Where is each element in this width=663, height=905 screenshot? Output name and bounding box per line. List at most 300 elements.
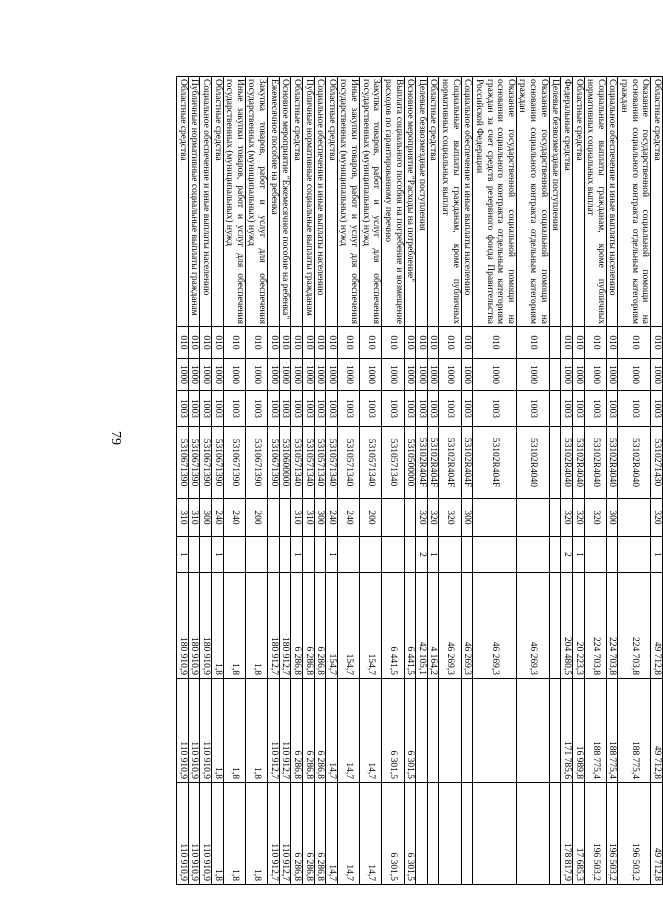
table-row: [473, 77, 517, 885]
cell-ministry-code: 010: [314, 327, 326, 359]
cell-source-code: [382, 537, 404, 573]
cell-section-code: 1000: [516, 359, 549, 391]
cell-source-code: [618, 537, 651, 573]
cell-target-article: 5310571340: [382, 427, 404, 499]
cell-name: Публичные нормативные социальные выплаты гражданам: [188, 77, 200, 327]
cell-year1-amount: 6 286,8: [291, 573, 303, 679]
cell-source-code: [439, 537, 461, 573]
cell-year2-amount: [416, 679, 428, 783]
cell-year3-amount: [427, 783, 439, 885]
cell-source-code: [303, 537, 315, 573]
cell-subsection-code: 1003: [651, 391, 663, 427]
cell-year2-amount: [439, 679, 461, 783]
cell-expense-type: 320: [584, 499, 606, 537]
cell-year1-amount: 224 703,8: [618, 573, 651, 679]
cell-section-code: 1000: [337, 359, 359, 391]
cell-year2-amount: [473, 679, 517, 783]
cell-year3-amount: 196 503,2: [618, 783, 651, 885]
table-row: [326, 77, 338, 885]
cell-section-code: 1000: [303, 359, 315, 391]
cell-section-code: 1000: [427, 359, 439, 391]
cell-name: Областные средства: [427, 77, 439, 327]
cell-year2-amount: 14,7: [360, 679, 382, 783]
cell-ministry-code: 010: [188, 327, 200, 359]
cell-ministry-code: 010: [473, 327, 517, 359]
table-row: [337, 77, 359, 885]
cell-year3-amount: 110 910,9: [188, 783, 200, 885]
table-row: [606, 77, 618, 885]
table-row: [516, 77, 549, 885]
cell-ministry-code: 010: [279, 327, 291, 359]
cell-name: Закупка товаров, работ и услуг для обеспечения государственных (муниципальных) нужд: [360, 77, 382, 327]
cell-section-code: 1000: [561, 359, 573, 391]
cell-name: Оказание государственной социальной помощи на основании социального контракта отдельным категориям граждан за счет средств резервного фонда Правительства Российской Федерации: [473, 77, 517, 327]
cell-name: Иные закупки товаров, работ и услуг для обеспечения государственных (муниципальных) нужд: [223, 77, 245, 327]
cell-year2-amount: 188 775,4: [584, 679, 606, 783]
cell-source-code: 2: [416, 537, 428, 573]
cell-section-code: 1000: [404, 359, 416, 391]
cell-target-article: [549, 427, 561, 499]
cell-section-code: 1000: [416, 359, 428, 391]
cell-ministry-code: 010: [516, 327, 549, 359]
cell-subsection-code: 1003: [561, 391, 573, 427]
cell-section-code: 1000: [618, 359, 651, 391]
cell-section-code: [549, 359, 561, 391]
cell-year3-amount: 6 301,5: [382, 783, 404, 885]
cell-source-code: 1: [177, 537, 189, 573]
cell-expense-type: 240: [212, 499, 224, 537]
cell-section-code: 1000: [223, 359, 245, 391]
cell-year1-amount: 180 912,7: [279, 573, 291, 679]
cell-subsection-code: 1003: [461, 391, 473, 427]
cell-subsection-code: 1003: [291, 391, 303, 427]
cell-ministry-code: 010: [303, 327, 315, 359]
cell-year2-amount: 1,8: [223, 679, 245, 783]
cell-ministry-code: 010: [461, 327, 473, 359]
cell-year2-amount: 171 785,6: [561, 679, 573, 783]
cell-expense-type: 300: [461, 499, 473, 537]
cell-target-article: 53102R4040: [584, 427, 606, 499]
cell-subsection-code: 1003: [404, 391, 416, 427]
cell-year3-amount: 17 685,3: [573, 783, 585, 885]
cell-subsection-code: 1003: [337, 391, 359, 427]
table-row: [651, 77, 663, 885]
cell-year2-amount: 110 910,9: [200, 679, 212, 783]
cell-ministry-code: 010: [651, 327, 663, 359]
cell-subsection-code: 1003: [279, 391, 291, 427]
cell-subsection-code: 1003: [573, 391, 585, 427]
cell-source-code: [200, 537, 212, 573]
cell-year2-amount: [427, 679, 439, 783]
cell-source-code: [268, 537, 280, 573]
table-row: [188, 77, 200, 885]
cell-target-article: 53102R404F: [427, 427, 439, 499]
cell-source-code: 1: [573, 537, 585, 573]
cell-year1-amount: 6 441,5: [404, 573, 416, 679]
cell-year1-amount: 1,8: [223, 573, 245, 679]
cell-source-code: [360, 537, 382, 573]
cell-subsection-code: 1003: [177, 391, 189, 427]
cell-target-article: 53102R404F: [473, 427, 517, 499]
cell-source-code: [606, 537, 618, 573]
cell-year3-amount: 1,8: [223, 783, 245, 885]
cell-year1-amount: 6 286,8: [303, 573, 315, 679]
cell-target-article: 5310671390: [268, 427, 280, 499]
cell-expense-type: 200: [360, 499, 382, 537]
cell-year2-amount: 188 775,4: [606, 679, 618, 783]
cell-year3-amount: 14,7: [326, 783, 338, 885]
cell-source-code: 1: [651, 537, 663, 573]
cell-year2-amount: 1,8: [245, 679, 267, 783]
cell-target-article: 53102R4040: [606, 427, 618, 499]
cell-year3-amount: 110 912,7: [268, 783, 280, 885]
cell-target-article: 5310671390: [212, 427, 224, 499]
table-row: [584, 77, 606, 885]
cell-year1-amount: 20 223,3: [573, 573, 585, 679]
cell-subsection-code: 1003: [303, 391, 315, 427]
cell-expense-type: [279, 499, 291, 537]
cell-ministry-code: 010: [177, 327, 189, 359]
cell-year2-amount: 14,7: [337, 679, 359, 783]
cell-source-code: [404, 537, 416, 573]
cell-target-article: 5310571340: [291, 427, 303, 499]
cell-ministry-code: 010: [291, 327, 303, 359]
table-row: [212, 77, 224, 885]
cell-name: Областные средства: [326, 77, 338, 327]
cell-name: Социальное обеспечение и иные выплаты населению: [314, 77, 326, 327]
cell-year1-amount: 180 910,9: [177, 573, 189, 679]
cell-expense-type: [268, 499, 280, 537]
cell-expense-type: 310: [188, 499, 200, 537]
cell-year3-amount: 1,8: [245, 783, 267, 885]
cell-ministry-code: 010: [223, 327, 245, 359]
cell-year1-amount: 224 703,8: [584, 573, 606, 679]
cell-year2-amount: 6 286,8: [314, 679, 326, 783]
cell-ministry-code: 010: [416, 327, 428, 359]
cell-name: Социальные выплаты гражданам, кроме публичных нормативных социальных выплат: [439, 77, 461, 327]
cell-section-code: 1000: [291, 359, 303, 391]
cell-year3-amount: 49 712,8: [651, 783, 663, 885]
cell-year2-amount: 6 301,5: [382, 679, 404, 783]
cell-ministry-code: 010: [212, 327, 224, 359]
cell-expense-type: 310: [177, 499, 189, 537]
cell-year1-amount: 46 269,3: [516, 573, 549, 679]
cell-section-code: 1000: [212, 359, 224, 391]
cell-source-code: 1: [326, 537, 338, 573]
cell-subsection-code: 1003: [200, 391, 212, 427]
cell-source-code: [473, 537, 517, 573]
cell-ministry-code: 010: [245, 327, 267, 359]
rotated-page: [177, 76, 663, 884]
cell-section-code: 1000: [584, 359, 606, 391]
cell-expense-type: [382, 499, 404, 537]
cell-subsection-code: 1003: [212, 391, 224, 427]
cell-name: Областные средства: [573, 77, 585, 327]
cell-subsection-code: 1003: [314, 391, 326, 427]
cell-target-article: 5310571340: [337, 427, 359, 499]
cell-ministry-code: 010: [618, 327, 651, 359]
cell-target-article: 53102R404F: [439, 427, 461, 499]
cell-section-code: 1000: [268, 359, 280, 391]
cell-expense-type: 320: [427, 499, 439, 537]
cell-subsection-code: 1003: [382, 391, 404, 427]
cell-source-code: [461, 537, 473, 573]
cell-year3-amount: 196 503,2: [606, 783, 618, 885]
cell-subsection-code: 1003: [516, 391, 549, 427]
cell-year1-amount: 4 164,2: [427, 573, 439, 679]
table-row: [427, 77, 439, 885]
cell-target-article: 5310500000: [404, 427, 416, 499]
cell-name: Оказание государственной социальной помощи на основании социального контракта отдельным категориям граждан: [516, 77, 549, 327]
cell-name: Ежемесячное пособие на ребенка: [268, 77, 280, 327]
cell-subsection-code: 1003: [360, 391, 382, 427]
table-row: [382, 77, 404, 885]
cell-source-code: [516, 537, 549, 573]
cell-target-article: 53102R4040: [573, 427, 585, 499]
cell-source-code: 1: [427, 537, 439, 573]
cell-ministry-code: 010: [337, 327, 359, 359]
cell-year1-amount: 180 910,9: [200, 573, 212, 679]
cell-subsection-code: 1003: [473, 391, 517, 427]
cell-year1-amount: 204 480,5: [561, 573, 573, 679]
cell-target-article: 5310671390: [245, 427, 267, 499]
cell-name: Областные средства: [291, 77, 303, 327]
cell-section-code: 1000: [188, 359, 200, 391]
cell-section-code: 1000: [439, 359, 461, 391]
cell-target-article: 53102R4040: [618, 427, 651, 499]
table-row: [573, 77, 585, 885]
cell-expense-type: 240: [223, 499, 245, 537]
cell-subsection-code: 1003: [618, 391, 651, 427]
cell-name: Социальное обеспечение и иные выплаты населению: [200, 77, 212, 327]
cell-source-code: [337, 537, 359, 573]
cell-ministry-code: 010: [561, 327, 573, 359]
table-row: [245, 77, 267, 885]
cell-source-code: [279, 537, 291, 573]
cell-year3-amount: 178 817,9: [561, 783, 573, 885]
cell-year2-amount: 110 910,9: [177, 679, 189, 783]
cell-year3-amount: 110 910,9: [177, 783, 189, 885]
cell-name: Основное мероприятие "Расходы на потребление": [404, 77, 416, 327]
cell-source-code: [584, 537, 606, 573]
cell-subsection-code: 1003: [188, 391, 200, 427]
cell-section-code: 1000: [651, 359, 663, 391]
cell-name: Оказание государственной социальной помощи на основании социального контракта отдельным категориям граждан: [618, 77, 651, 327]
cell-target-article: 53102R404F: [461, 427, 473, 499]
cell-year2-amount: 6 286,8: [291, 679, 303, 783]
cell-year2-amount: 188 775,4: [618, 679, 651, 783]
cell-section-code: 1000: [382, 359, 404, 391]
table-row: [561, 77, 573, 885]
cell-ministry-code: 010: [584, 327, 606, 359]
table-row: [177, 77, 189, 885]
cell-target-article: 53102R4040: [561, 427, 573, 499]
cell-target-article: 5310571340: [360, 427, 382, 499]
table-row: [360, 77, 382, 885]
cell-section-code: 1000: [200, 359, 212, 391]
cell-year1-amount: 224 703,8: [606, 573, 618, 679]
table-row: [416, 77, 428, 885]
cell-ministry-code: 010: [439, 327, 461, 359]
cell-year1-amount: 180 910,9: [188, 573, 200, 679]
table-row: [461, 77, 473, 885]
cell-year3-amount: [473, 783, 517, 885]
table-row: [268, 77, 280, 885]
cell-subsection-code: 1003: [606, 391, 618, 427]
cell-target-article: 53102R404F: [416, 427, 428, 499]
budget-table-body: [177, 77, 663, 885]
cell-year3-amount: 14,7: [360, 783, 382, 885]
cell-target-article: 5310671390: [188, 427, 200, 499]
table-row: [200, 77, 212, 885]
cell-year2-amount: 6 301,5: [404, 679, 416, 783]
cell-year2-amount: [461, 679, 473, 783]
cell-ministry-code: 010: [606, 327, 618, 359]
cell-year2-amount: 1,8: [212, 679, 224, 783]
cell-source-code: [188, 537, 200, 573]
cell-year1-amount: 46 269,3: [461, 573, 473, 679]
cell-year3-amount: [439, 783, 461, 885]
cell-section-code: 1000: [177, 359, 189, 391]
cell-subsection-code: 1003: [245, 391, 267, 427]
cell-year1-amount: 154,7: [326, 573, 338, 679]
cell-target-article: 5310271430: [651, 427, 663, 499]
cell-name: Целевые безвозмездные поступления: [416, 77, 428, 327]
cell-year1-amount: 46 269,3: [439, 573, 461, 679]
cell-year1-amount: 154,7: [337, 573, 359, 679]
table-row: [404, 77, 416, 885]
cell-year3-amount: 110 912,7: [279, 783, 291, 885]
cell-name: Федеральные средства: [561, 77, 573, 327]
cell-name: Закупка товаров, работ и услуг для обеспечения государственных (муниципальных) нужд: [245, 77, 267, 327]
cell-subsection-code: 1003: [439, 391, 461, 427]
cell-target-article: 5310571340: [326, 427, 338, 499]
cell-name: Областные средства: [212, 77, 224, 327]
cell-year2-amount: 16 989,8: [573, 679, 585, 783]
table-row: [303, 77, 315, 885]
cell-name: Областные средства: [177, 77, 189, 327]
cell-expense-type: 320: [439, 499, 461, 537]
cell-target-article: 5310671390: [223, 427, 245, 499]
cell-subsection-code: 1003: [326, 391, 338, 427]
cell-name: Социальные выплаты гражданам, кроме публичных нормативных социальных выплат: [584, 77, 606, 327]
cell-source-code: 1: [291, 537, 303, 573]
cell-expense-type: 300: [314, 499, 326, 537]
cell-year2-amount: 110 912,7: [268, 679, 280, 783]
cell-name: Областные средства: [651, 77, 663, 327]
page-number: 79: [108, 431, 123, 445]
cell-year1-amount: 49 712,8: [651, 573, 663, 679]
cell-year3-amount: [461, 783, 473, 885]
cell-year1-amount: 6 286,8: [314, 573, 326, 679]
cell-subsection-code: [549, 391, 561, 427]
cell-year2-amount: [516, 679, 549, 783]
cell-year1-amount: 42 105,1: [416, 573, 428, 679]
cell-expense-type: 200: [245, 499, 267, 537]
cell-expense-type: 320: [651, 499, 663, 537]
cell-year3-amount: 6 286,8: [291, 783, 303, 885]
cell-target-article: 53102R4040: [516, 427, 549, 499]
cell-source-code: 1: [212, 537, 224, 573]
cell-name: Иные закупки товаров, работ и услуг для обеспечения государственных (муниципальных) нужд: [337, 77, 359, 327]
cell-expense-type: [404, 499, 416, 537]
cell-subsection-code: 1003: [223, 391, 245, 427]
cell-section-code: 1000: [573, 359, 585, 391]
table-row: [279, 77, 291, 885]
budget-table: [176, 76, 663, 885]
cell-expense-type: [516, 499, 549, 537]
cell-ministry-code: 010: [573, 327, 585, 359]
cell-year3-amount: [516, 783, 549, 885]
cell-subsection-code: 1003: [416, 391, 428, 427]
cell-year2-amount: 110 910,9: [188, 679, 200, 783]
cell-year2-amount: [549, 679, 561, 783]
cell-source-code: [314, 537, 326, 573]
cell-source-code: 2: [561, 537, 573, 573]
cell-expense-type: 300: [200, 499, 212, 537]
table-row: [314, 77, 326, 885]
cell-year3-amount: 6 301,5: [404, 783, 416, 885]
cell-year3-amount: 6 286,8: [303, 783, 315, 885]
table-row: [618, 77, 651, 885]
cell-section-code: 1000: [245, 359, 267, 391]
cell-source-code: [223, 537, 245, 573]
cell-year3-amount: 196 503,2: [584, 783, 606, 885]
cell-ministry-code: 010: [268, 327, 280, 359]
cell-expense-type: 320: [416, 499, 428, 537]
cell-ministry-code: 010: [404, 327, 416, 359]
cell-ministry-code: 010: [200, 327, 212, 359]
cell-expense-type: 320: [561, 499, 573, 537]
cell-subsection-code: 1003: [427, 391, 439, 427]
cell-year1-amount: 1,8: [245, 573, 267, 679]
cell-name: Публичные нормативные социальные выплаты гражданам: [303, 77, 315, 327]
cell-year3-amount: [416, 783, 428, 885]
cell-expense-type: [618, 499, 651, 537]
cell-target-article: 5310671390: [200, 427, 212, 499]
cell-year2-amount: 49 712,8: [651, 679, 663, 783]
cell-name: Выплата социального пособия на погребение и возмещение расходов по гарантированному перечню: [382, 77, 404, 327]
table-row: [549, 77, 561, 885]
cell-expense-type: 240: [337, 499, 359, 537]
cell-subsection-code: 1003: [584, 391, 606, 427]
cell-section-code: 1000: [360, 359, 382, 391]
cell-year2-amount: 6 286,8: [303, 679, 315, 783]
cell-name: Социальное обеспечение и иные выплаты населению: [606, 77, 618, 327]
cell-expense-type: [473, 499, 517, 537]
cell-subsection-code: 1003: [268, 391, 280, 427]
cell-year1-amount: 180 912,7: [268, 573, 280, 679]
cell-year3-amount: 6 286,8: [314, 783, 326, 885]
cell-expense-type: 240: [326, 499, 338, 537]
cell-name: Основное мероприятие "Ежемесячное пособие на ребенка": [279, 77, 291, 327]
cell-year3-amount: [549, 783, 561, 885]
cell-target-article: 5310571340: [303, 427, 315, 499]
cell-expense-type: 310: [303, 499, 315, 537]
table-row: [439, 77, 461, 885]
cell-ministry-code: 010: [427, 327, 439, 359]
table-row: [291, 77, 303, 885]
cell-name: Целевые безвозмездные поступления: [549, 77, 561, 327]
cell-expense-type: [549, 499, 561, 537]
cell-expense-type: 320: [573, 499, 585, 537]
cell-source-code: [245, 537, 267, 573]
table-row: [223, 77, 245, 885]
cell-year3-amount: 110 910,9: [200, 783, 212, 885]
cell-year3-amount: 14,7: [337, 783, 359, 885]
cell-year3-amount: 1,8: [212, 783, 224, 885]
cell-name: Социальное обеспечение и иные выплаты населению: [461, 77, 473, 327]
